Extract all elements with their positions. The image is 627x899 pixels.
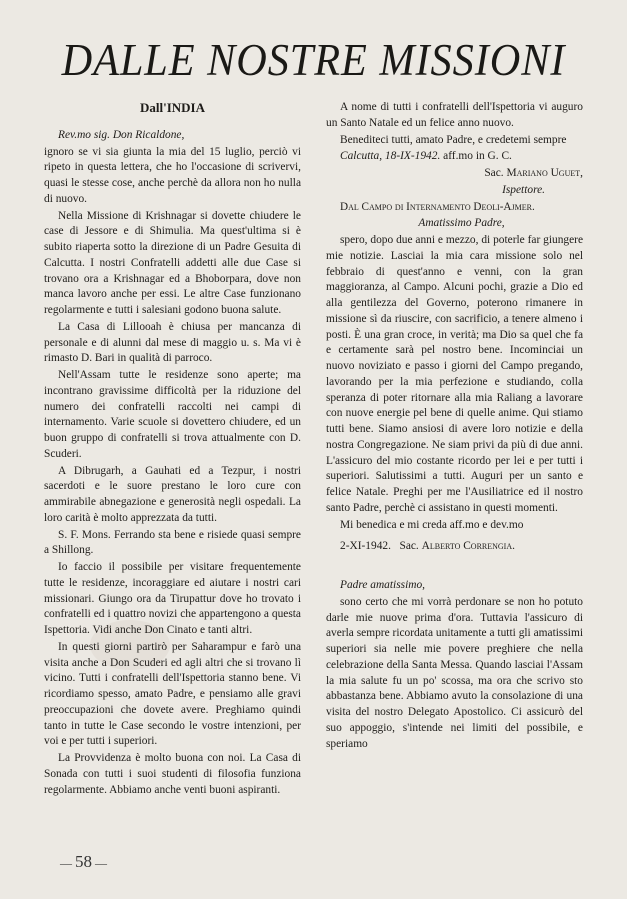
paragraph: La Casa di Lillooah è chiusa per mancanza di personale e di alunni dal mese di maggio u. s. Ma vi è rimasto D. Bari in qualità di parroco. — [44, 320, 301, 365]
paragraph: La Provvidenza è molto buona con noi. La Casa di Sonada con tutti i suoi studenti di filosofia funziona regolarmente. Abbiamo anche venti buoni aspiranti. — [44, 752, 301, 796]
dateline — [326, 149, 583, 165]
section-title: Dall'INDIA — [139, 100, 205, 115]
letter-heading: Dal Campo di Internamento Deoli-Ajmer. — [340, 200, 535, 213]
salutation: Amatissimo Padre, — [418, 217, 505, 230]
left-column — [44, 100, 301, 799]
signature-prefix: Sac. — [484, 167, 507, 179]
dateline-place: Calcutta, 18-IX-1942. — [340, 150, 441, 163]
paragraph: spero, dopo due anni e mezzo, di poterle far giungere mie notizie. Lasciai la mia cara missione solo nel febbraio di quest'anno e venni, con la gran maggioranza, al Campo. Alcuni pochi, grazie a Dio ed alla gentilezza del Governo, poterono rimanere in missione sì da riuscire, con sacrificio, a tenere almeno i posti. È una gran croce, in verità; ma Dio sa quel che fa e certamente sarà pel nostro bene. Incominciai un nuovo noviziato e passo i giorni del Campo pregando, lavorando per la mia perfezione e studiando, colla speranza di poter ritornare alla mia Raliang a lavorare con nuove energie pel bene di quelle anime. Qui stiamo tutti bene. Siamo ansiosi di avere loro notizie e della nostra Congregazione. Ne siam privi da più di due anni. L'assicuro del mio costante ricordo per lei e per tutti i superiori. Salutissimi a tutti. Auguri per un santo e felice Natale. Preghi per me l'Ausiliatrice ed il nostro santo Padre, perchè ci assistano in questi momenti. — [326, 234, 583, 514]
paragraph: ignoro se vi sia giunta la mia del 15 luglio, perciò vi ripeto in questa lettera, che ho l'occasione di scrivervi, quasi le stesse cose, anche perchè da allora non ho nulla di nuovo. — [44, 145, 301, 205]
dateline-closing: aff.mo in G. C. — [440, 150, 512, 163]
paragraph: Nell'Assam tutte le residenze sono aperte; ma incontrano gravissime difficoltà per la riduzione del numero dei confratelli raccolti nei campi di internamento. Varie scuole si dovettero chiudere, ed un buon gruppo di confratelli si trova attualmente con D. Scuderi. — [44, 369, 301, 460]
signature-name: Mariano Uguet, — [506, 167, 583, 179]
salutation: Padre amatissimo, — [340, 579, 426, 591]
paragraph: sono certo che mi vorrà perdonare se non ho potuto darle mie nuove prima d'ora. Tuttavia l'assicuro di averla sempre ricordata unitamente a tutti gli amatissimi superiori sia nelle mie povere preghiere che nella celebrazione della Santa Messa. Quando lasciai l'Assam la mia salute fu un po' scossa, ma ora che scrivo sto abbastanza bene. Abbiamo avuto la consolazione di una visita del nostro Delegato Apostolico. Ci assicurò del suo appoggio, s'intende nei limiti del possibile, e speriamo — [326, 595, 583, 750]
paragraph: Mi benedica e mi creda aff.mo e dev.mo — [340, 518, 524, 531]
paragraph: A Dibrugarh, a Gauhati ed a Tezpur, i nostri sacerdoti e le suore prestano le loro cure con ammirabile abnegazione e generosità negli ospedali. La loro carità è molto apprezzata da tutti. — [44, 464, 301, 524]
paragraph: Nella Missione di Krishnagar si dovette chiudere le case di Jessore e di Shimulia. Ma quest'ultima si è subito riaperta sotto la direzione di un Padre Gesuita di Calcutta. I nostri Confratelli addetti alle due Case si trovano ora a Krishnagar ed a Bhoborpara, dove non manca lavoro anche per essi. Le altre Case funzionano regolarmente e tutti i salesiani godono buona salute. — [44, 209, 301, 316]
salutation: Rev.mo sig. Don Ricaldone, — [58, 128, 185, 141]
signature-name: Alberto Correngia. — [421, 540, 515, 553]
section-banner: DALLE NOSTRE MISSIONI — [61, 35, 566, 85]
paragraph: Benediteci tutti, amato Padre, e credetemi sempre — [340, 133, 567, 146]
signature-role: Ispettore. — [502, 183, 545, 196]
paragraph: A nome di tutti i confratelli dell'Ispettoria vi auguro un Santo Natale ed un felice anno nuovo. — [326, 101, 583, 129]
signature-prefix: Sac. — [399, 540, 422, 553]
letter-date: 2-XI-1942. — [340, 540, 391, 553]
dateline — [326, 539, 583, 555]
paragraph: In questi giorni partirò per Saharampur e farò una visita anche a Don Scuderi ed agli altri che si trovano lì vicino. Tutti i confratelli dell'Ispettoria stanno bene. Vi ricordiamo spesso, amato Padre, e pensiamo alle gravi preoccupazioni che dovete avere. Preghiamo quindi tanto in tutte le Case secondo le vostre intenzioni, per voi e per tutti i superiori. — [44, 640, 301, 748]
paragraph: S. F. Mons. Ferrando sta bene e risiede quasi sempre a Shillong. — [44, 528, 301, 557]
page-number: — 58 — — [60, 852, 107, 872]
paragraph: Io faccio il possibile per visitare frequentemente tutte le residenze, incoraggiare ed aiutare i nostri cari missionari. Giungo ora da Tirupattur dove ho trovato i confratelli ed i quattro novizi che appartengono a questa Ispettoria. Vidi anche Don Cinato e tanti altri. — [44, 561, 301, 636]
right-column — [326, 100, 583, 753]
signature — [326, 166, 583, 182]
